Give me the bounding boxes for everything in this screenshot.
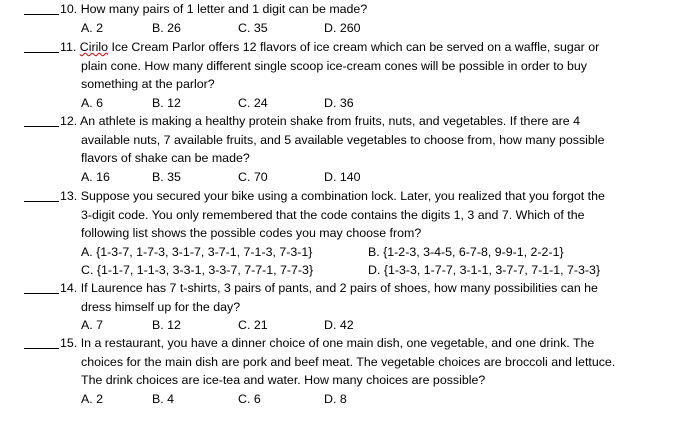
choice-a: A. 16	[81, 170, 110, 184]
question-number: 11.	[60, 40, 77, 54]
misspelled-word: Cirilo	[79, 40, 108, 54]
choice-a: A. {1-3-7, 1-7-3, 3-1-7, 3-7-1, 7-1-3, 7-3-1}	[81, 245, 313, 259]
choice-d: D. 140	[324, 170, 361, 184]
question-text: dress himself up for the day?	[81, 299, 241, 314]
choice-c: C. 35	[238, 21, 268, 35]
choice-c: C. 6	[238, 392, 261, 406]
question-text: The drink choices are ice-tea and water. How many choices are possible?	[81, 373, 486, 388]
question-number: 14.	[60, 281, 78, 295]
question-text: An athlete is making a healthy protein shake from fruits, nuts, and vegetables. If there are 4	[80, 114, 581, 128]
question-number: 15.	[60, 336, 78, 350]
question-text: Suppose you secured your bike using a combination lock. Later, you realized that you forgot the	[80, 189, 605, 203]
question-text: In a restaurant, you have a dinner choice of one main dish, one vegetable, and one drink. The	[80, 336, 595, 350]
question-text: If Laurence has 7 t-shirts, 3 pairs of pants, and 2 pairs of shoes, how many possibilities can he	[80, 281, 598, 295]
choice-b: B. {1-2-3, 3-4-5, 6-7-8, 9-9-1, 2-2-1}	[368, 245, 564, 259]
answer-blank-12[interactable]	[24, 113, 59, 127]
choice-b: B. 26	[152, 21, 181, 35]
question-number: 13.	[60, 189, 78, 203]
question-text: plain cone. How many different single scoop ice-cream cones will be possible in order to buy	[81, 58, 587, 73]
choice-b: B. 12	[152, 96, 181, 110]
question-text: Ice Cream Parlor offers 12 flavors of ice cream which can be served on a waffle, sugar or	[108, 40, 600, 54]
choice-a: A. 2	[81, 392, 104, 406]
choice-c: C. 70	[238, 170, 268, 184]
choice-b: B. 4	[152, 392, 175, 406]
choice-d: D. 8	[324, 392, 347, 406]
choice-c: C. 24	[238, 96, 268, 110]
choice-a: A. 6	[81, 96, 104, 110]
question-text: something at the parlor?	[81, 77, 215, 92]
answer-blank-11[interactable]	[24, 39, 59, 53]
question-text: 3-digit code. You only remembered that the code contains the digits 1, 3 and 7. Which of the	[81, 207, 585, 222]
question-text: How many pairs of 1 letter and 1 digit can be made?	[80, 2, 368, 16]
choice-d: D. {1-3-3, 1-7-7, 3-1-1, 3-7-7, 7-1-1, 7-3-3}	[368, 263, 601, 277]
choice-d: D. 260	[324, 21, 361, 35]
choice-c: C. {1-1-7, 1-1-3, 3-3-1, 3-3-7, 7-7-1, 7-7-3}	[81, 263, 314, 277]
question-text: flavors of shake can be made?	[81, 151, 250, 166]
choice-b: B. 35	[152, 170, 181, 184]
choice-d: D. 36	[324, 96, 354, 110]
choice-d: D. 42	[324, 318, 354, 332]
choice-c: C. 21	[238, 318, 268, 332]
question-text: following list shows the possible codes you may choose from?	[81, 226, 422, 241]
choice-a: A. 2	[81, 21, 104, 35]
question-number: 10.	[60, 2, 78, 16]
question-text: available nuts, 7 available fruits, and 5 available vegetables to choose from, how many possible	[81, 132, 605, 147]
choice-b: B. 12	[152, 318, 181, 332]
question-text: choices for the main dish are pork and beef meat. The vegetable choices are broccoli and lettuce.	[81, 354, 616, 369]
question-number: 12.	[60, 114, 78, 128]
answer-blank-13[interactable]	[24, 188, 59, 202]
answer-blank-15[interactable]	[24, 335, 59, 349]
answer-blank-10[interactable]	[24, 1, 59, 15]
choice-a: A. 7	[81, 318, 104, 332]
answer-blank-14[interactable]	[24, 280, 59, 294]
